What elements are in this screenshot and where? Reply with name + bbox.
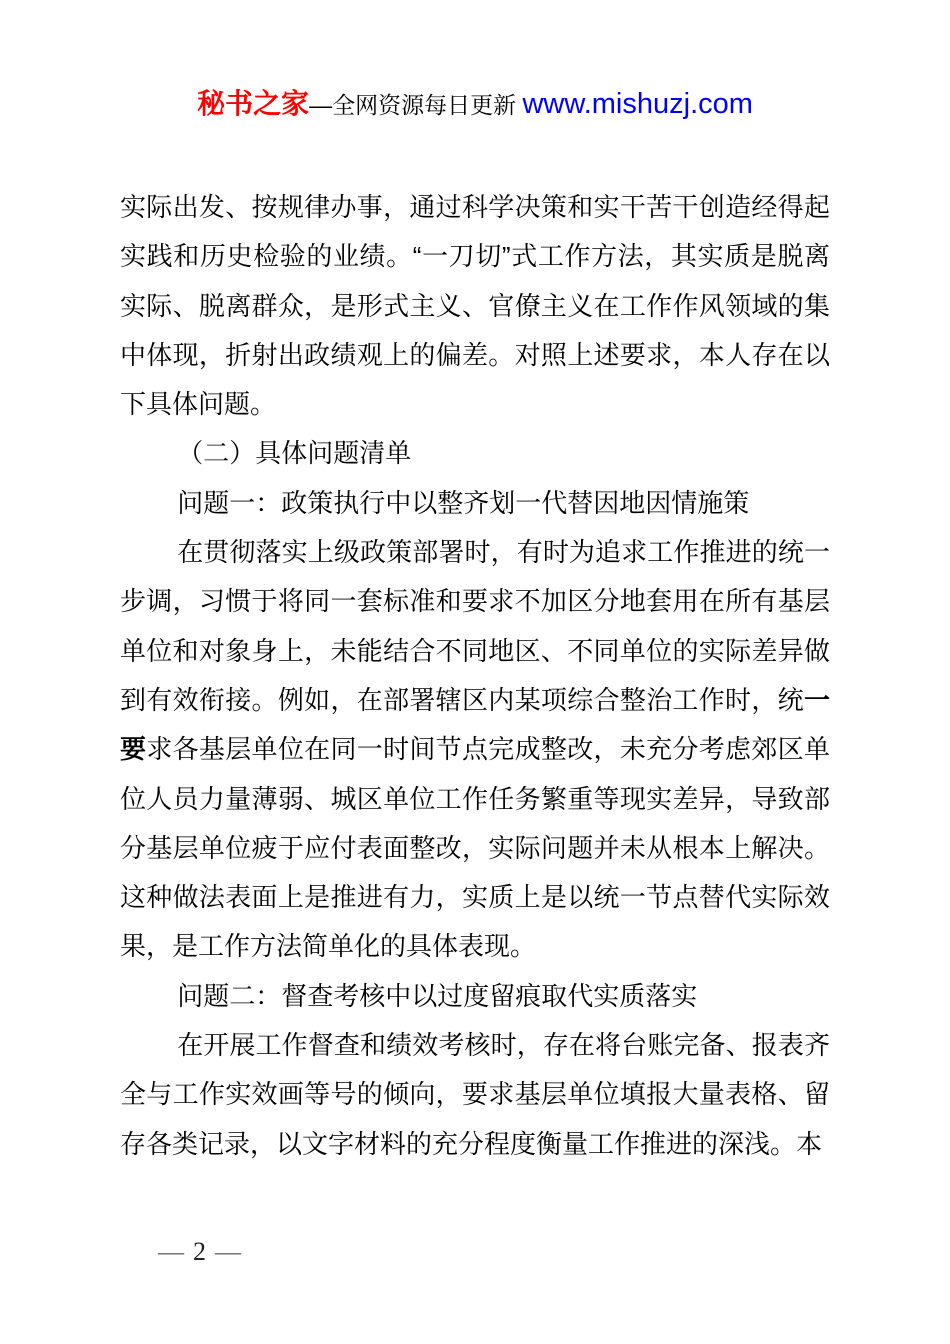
text-run: 在贯彻落实上级政策部署时，有时为追求工作推进的统一步调，习惯于将同一套标准和要求不加区分地套用在所有基层单位和对象身上，未能结合不同地区、不同单位的实际差异做到有效衔接。例如，在部署辖区内某项综合整治工作时，统	[120, 537, 830, 715]
text-run: 求各基层单位在同一时间节点完成整改，未充分考虑郊区单位人员力量薄弱、城区单位工作任务繁重等现实差异，导致部分基层单位疲于应付表面整改，实际问题并未从根本上解决。这种做法表面上是推进有力，实质上是以统一节点替代实际效果，是工作方法简单化的具体表现。	[120, 734, 830, 962]
bold-text-run: 一要	[120, 684, 830, 765]
page-number-value: 2	[193, 1237, 206, 1266]
problem-1-heading	[120, 479, 830, 528]
problem-2-heading	[120, 972, 830, 1021]
subsection-heading	[120, 429, 830, 478]
site-header	[0, 84, 950, 129]
page-number-right-dash: —	[215, 1237, 241, 1266]
site-brand: 秘书之家	[197, 88, 310, 119]
text-run: （二）具体问题清单	[177, 438, 412, 469]
document-body	[120, 183, 830, 1169]
text-run: 问题一：政策执行中以整齐划一代替因地因情施策	[177, 487, 750, 518]
site-tagline: —全网资源每日更新	[309, 92, 523, 118]
continued-body-paragraph	[120, 183, 830, 429]
site-url-link[interactable]: www.mishuzj.com	[522, 88, 753, 120]
problem-1-body	[120, 528, 830, 972]
page-number	[158, 1237, 241, 1267]
text-run: 问题二：督查考核中以过度留痕取代实质落实	[177, 980, 698, 1011]
problem-2-body	[120, 1021, 830, 1169]
page-number-left-dash: —	[158, 1237, 184, 1266]
text-run: 在开展工作督查和绩效考核时，存在将台账完备、报表齐全与工作实效画等号的倾向，要求基层单位填报大量表格、留存各类记录，以文字材料的充分程度衡量工作推进的深浅。本	[120, 1030, 830, 1159]
text-run: 实际出发、按规律办事，通过科学决策和实干苦干创造经得起实践和历史检验的业绩。“一刀切”式工作方法，其实质是脱离实际、脱离群众，是形式主义、官僚主义在工作作风领域的集中体现，折射出政绩观上的偏差。对照上述要求，本人存在以下具体问题。	[120, 192, 830, 420]
